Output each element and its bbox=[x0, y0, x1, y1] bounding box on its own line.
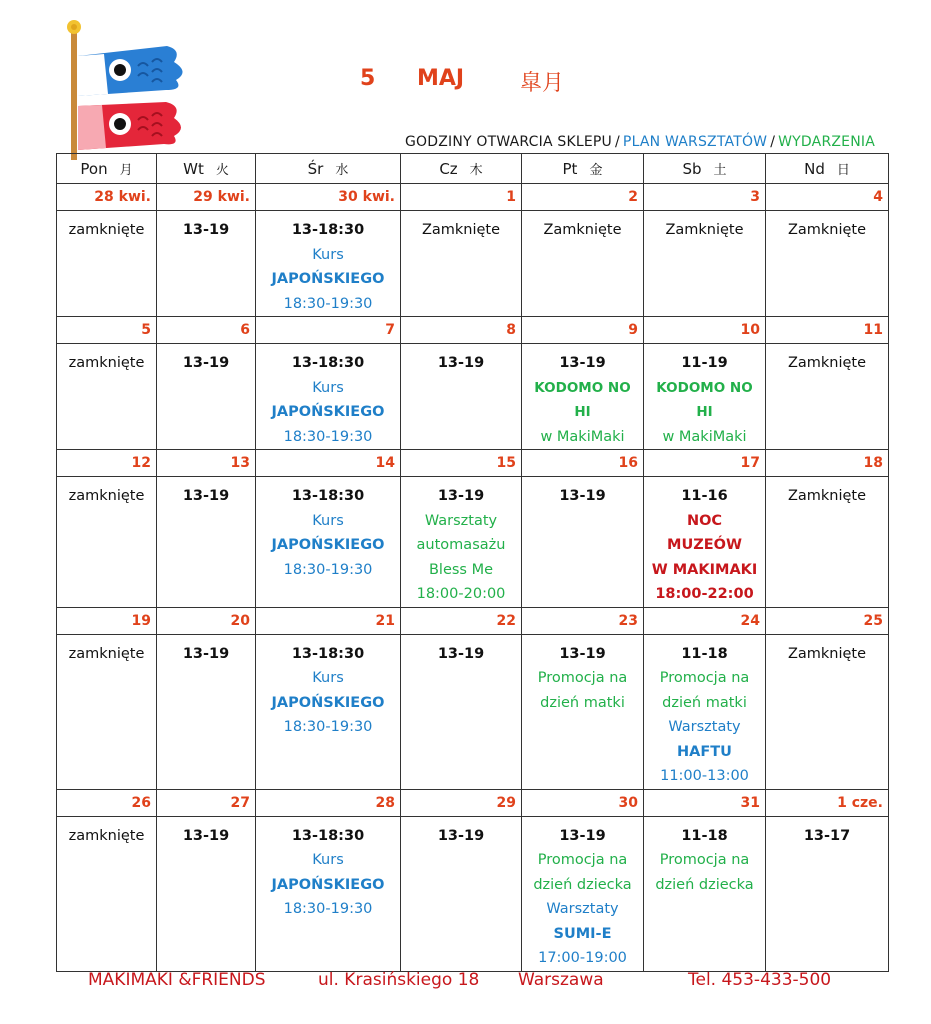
legend-hours: GODZINY OTWARCIA SKLEPU bbox=[404, 134, 612, 150]
weekday-label-jp: 金 bbox=[589, 163, 603, 178]
weekday-header bbox=[157, 154, 256, 184]
event-text: 18:30-19:30 bbox=[283, 561, 373, 578]
opening-hours: 13-19 bbox=[182, 827, 230, 844]
day-cell bbox=[401, 477, 522, 608]
opening-hours: 13-18:30 bbox=[291, 827, 365, 844]
event-text: JAPOŃSKIEGO bbox=[271, 271, 385, 287]
footer-phone: Tel. 453-433-500 bbox=[688, 970, 832, 990]
event-text: KODOMO NO bbox=[534, 379, 631, 396]
closed-label: Zamknięte bbox=[543, 222, 622, 238]
event-text: Warsztaty bbox=[424, 512, 498, 529]
date-number: 25 bbox=[766, 607, 889, 634]
weekday-label-jp: 水 bbox=[335, 163, 349, 178]
closed-label: zamknięte bbox=[68, 827, 145, 844]
closed-label: zamknięte bbox=[68, 355, 145, 371]
footer bbox=[0, 970, 931, 996]
day-cell bbox=[522, 477, 644, 608]
closed-label: Zamknięte bbox=[787, 645, 867, 662]
legend bbox=[405, 134, 875, 150]
date-number: 3 bbox=[644, 184, 766, 211]
day-cell bbox=[522, 634, 644, 789]
closed-label: zamknięte bbox=[68, 488, 145, 504]
day-cell bbox=[401, 816, 522, 971]
date-number: 11 bbox=[766, 317, 889, 344]
date-number: 28 bbox=[256, 789, 401, 816]
day-cell bbox=[157, 634, 256, 789]
legend-plan: PLAN WARSZTATÓW bbox=[622, 134, 768, 150]
date-number: 19 bbox=[57, 607, 157, 634]
event-text: Kurs bbox=[312, 852, 344, 868]
day-cell bbox=[256, 477, 401, 608]
event-text: automasażu bbox=[416, 537, 506, 553]
calendar-body bbox=[57, 184, 889, 972]
opening-hours: 13-19 bbox=[182, 645, 230, 662]
event-text: Promocja na bbox=[659, 852, 750, 868]
day-cell bbox=[644, 344, 766, 450]
event-text: JAPOŃSKIEGO bbox=[271, 537, 385, 553]
day-cell bbox=[401, 634, 522, 789]
date-row bbox=[57, 450, 889, 477]
opening-hours: 11-18 bbox=[681, 827, 728, 844]
date-row bbox=[57, 789, 889, 816]
day-cell bbox=[256, 211, 401, 317]
event-text: w MakiMaki bbox=[662, 428, 747, 445]
date-number: 13 bbox=[157, 450, 256, 477]
event-text: 18:30-19:30 bbox=[283, 901, 373, 917]
date-row bbox=[57, 184, 889, 211]
weekday-header bbox=[644, 154, 766, 184]
date-number: 26 bbox=[57, 789, 157, 816]
date-number: 23 bbox=[522, 607, 644, 634]
weekday-label: Pon bbox=[80, 160, 108, 178]
event-text: HI bbox=[696, 404, 713, 420]
day-cell bbox=[57, 634, 157, 789]
day-cell bbox=[644, 477, 766, 608]
week-row bbox=[57, 477, 889, 608]
opening-hours: 13-19 bbox=[437, 645, 485, 662]
event-text: 18:30-19:30 bbox=[283, 719, 373, 735]
day-cell bbox=[57, 477, 157, 608]
opening-hours: 13-19 bbox=[437, 488, 485, 504]
event-text: Warsztaty bbox=[546, 901, 619, 917]
weekday-header bbox=[522, 154, 644, 184]
date-number: 14 bbox=[256, 450, 401, 477]
opening-hours: 11-19 bbox=[681, 355, 728, 371]
opening-hours: 13-19 bbox=[559, 488, 606, 504]
event-text: dzień matki bbox=[540, 694, 625, 711]
date-number: 4 bbox=[766, 184, 889, 211]
event-text: 18:30-19:30 bbox=[283, 295, 373, 312]
event-text: Kurs bbox=[312, 246, 344, 263]
date-number: 28 kwi. bbox=[57, 184, 157, 211]
footer-shop-name: MAKIMAKI &FRIENDS bbox=[88, 970, 266, 990]
opening-hours: 11-18 bbox=[681, 645, 728, 662]
opening-hours: 13-19 bbox=[182, 222, 230, 238]
opening-hours: 13-19 bbox=[182, 488, 230, 504]
opening-hours: 13-19 bbox=[559, 645, 606, 662]
date-number: 24 bbox=[644, 607, 766, 634]
date-row bbox=[57, 607, 889, 634]
event-text: Warsztaty bbox=[668, 719, 741, 735]
weekday-header bbox=[57, 154, 157, 184]
closed-label: zamknięte bbox=[68, 222, 145, 238]
closed-label: Zamknięte bbox=[787, 222, 867, 238]
opening-hours: 13-17 bbox=[803, 827, 851, 844]
day-cell bbox=[522, 211, 644, 317]
weekday-label: Cz bbox=[439, 160, 458, 178]
date-number: 17 bbox=[644, 450, 766, 477]
day-cell bbox=[522, 344, 644, 450]
day-cell bbox=[644, 211, 766, 317]
event-text: MUZEÓW bbox=[667, 537, 742, 553]
date-number: 27 bbox=[157, 789, 256, 816]
event-text: Kurs bbox=[312, 379, 344, 396]
day-cell bbox=[57, 816, 157, 971]
day-cell bbox=[644, 816, 766, 971]
date-row bbox=[57, 317, 889, 344]
title-month-jp: 皐月 bbox=[520, 71, 565, 96]
date-number: 22 bbox=[401, 607, 522, 634]
date-number: 7 bbox=[256, 317, 401, 344]
weekday-label-jp: 木 bbox=[469, 163, 483, 178]
week-row bbox=[57, 211, 889, 317]
weekday-label: Nd bbox=[804, 160, 825, 178]
weekday-header bbox=[256, 154, 401, 184]
date-number: 2 bbox=[522, 184, 644, 211]
event-text: SUMI-E bbox=[553, 925, 612, 942]
date-number: 15 bbox=[401, 450, 522, 477]
day-cell bbox=[157, 816, 256, 971]
event-text: Kurs bbox=[312, 670, 344, 686]
day-cell bbox=[157, 211, 256, 317]
day-cell bbox=[766, 634, 889, 789]
event-text: JAPOŃSKIEGO bbox=[271, 694, 385, 711]
event-text: 11:00-13:00 bbox=[660, 768, 749, 784]
event-text: KODOMO NO bbox=[656, 379, 753, 396]
date-number: 1 cze. bbox=[766, 789, 889, 816]
event-text: Promocja na bbox=[659, 670, 750, 686]
event-text: 18:00-20:00 bbox=[416, 586, 506, 602]
weekday-label: Pt bbox=[562, 160, 578, 178]
date-number: 20 bbox=[157, 607, 256, 634]
weekday-label-jp: 土 bbox=[713, 163, 727, 178]
weekday-label-jp: 月 bbox=[119, 163, 133, 178]
legend-separator: / bbox=[770, 134, 776, 150]
opening-hours: 13-18:30 bbox=[291, 645, 365, 662]
date-number: 31 bbox=[644, 789, 766, 816]
date-number: 21 bbox=[256, 607, 401, 634]
day-cell bbox=[766, 211, 889, 317]
opening-hours: 13-19 bbox=[559, 827, 606, 844]
date-number: 9 bbox=[522, 317, 644, 344]
koinobori-icon bbox=[62, 18, 202, 163]
date-number: 5 bbox=[57, 317, 157, 344]
event-text: dzień matki bbox=[662, 694, 747, 711]
date-number: 30 bbox=[522, 789, 644, 816]
day-cell bbox=[644, 634, 766, 789]
title-month: MAJ bbox=[417, 66, 465, 91]
date-number: 29 bbox=[401, 789, 522, 816]
weekday-label: Wt bbox=[183, 160, 204, 178]
event-text: Promocja na bbox=[537, 852, 628, 868]
event-text: 18:00-22:00 bbox=[655, 586, 754, 602]
weekday-label-jp: 火 bbox=[215, 163, 229, 178]
event-text: dzień dziecka bbox=[533, 876, 632, 893]
day-cell bbox=[57, 211, 157, 317]
weekday-header bbox=[766, 154, 889, 184]
week-row bbox=[57, 634, 889, 789]
event-text: HI bbox=[574, 404, 591, 420]
legend-events: WYDARZENIA bbox=[778, 134, 875, 150]
closed-label: Zamknięte bbox=[665, 222, 744, 238]
date-number: 8 bbox=[401, 317, 522, 344]
date-number: 1 bbox=[401, 184, 522, 211]
day-cell bbox=[401, 211, 522, 317]
day-cell bbox=[766, 344, 889, 450]
event-text: Promocja na bbox=[537, 670, 628, 686]
weekday-label: Sb bbox=[682, 160, 702, 178]
opening-hours: 13-18:30 bbox=[291, 488, 365, 504]
date-number: 16 bbox=[522, 450, 644, 477]
event-text: JAPOŃSKIEGO bbox=[271, 876, 385, 893]
weekday-header bbox=[401, 154, 522, 184]
legend-separator: / bbox=[615, 134, 620, 150]
event-text: w MakiMaki bbox=[540, 428, 625, 445]
date-number: 30 kwi. bbox=[256, 184, 401, 211]
week-row bbox=[57, 816, 889, 971]
day-cell bbox=[256, 344, 401, 450]
date-number: 29 kwi. bbox=[157, 184, 256, 211]
opening-hours: 13-18:30 bbox=[291, 355, 365, 371]
event-text: NOC bbox=[686, 512, 723, 529]
event-text: Bless Me bbox=[428, 561, 494, 578]
footer-city: Warszawa bbox=[518, 970, 604, 990]
event-text: JAPOŃSKIEGO bbox=[271, 404, 385, 420]
weekday-label: Śr bbox=[307, 160, 324, 178]
date-number: 6 bbox=[157, 317, 256, 344]
event-text: W MAKIMAKI bbox=[651, 561, 758, 578]
closed-label: zamknięte bbox=[68, 645, 145, 662]
event-text: 17:00-19:00 bbox=[538, 950, 627, 966]
opening-hours: 13-19 bbox=[437, 355, 485, 371]
day-cell bbox=[401, 344, 522, 450]
calendar-table bbox=[56, 153, 889, 972]
event-text: dzień dziecka bbox=[655, 876, 754, 893]
date-number: 10 bbox=[644, 317, 766, 344]
opening-hours: 13-19 bbox=[437, 827, 485, 844]
day-cell bbox=[522, 816, 644, 971]
day-cell bbox=[766, 816, 889, 971]
weekday-header-row bbox=[57, 154, 889, 184]
opening-hours: 13-19 bbox=[559, 355, 606, 371]
day-cell bbox=[157, 477, 256, 608]
week-row bbox=[57, 344, 889, 450]
footer-street: ul. Krasińskiego 18 bbox=[318, 970, 480, 990]
event-text: HAFTU bbox=[677, 743, 732, 760]
day-cell bbox=[766, 477, 889, 608]
event-text: 18:30-19:30 bbox=[283, 428, 373, 445]
title-number: 5 bbox=[360, 66, 376, 91]
day-cell bbox=[256, 634, 401, 789]
weekday-label-jp: 日 bbox=[836, 163, 850, 178]
opening-hours: 13-19 bbox=[182, 355, 230, 371]
date-number: 12 bbox=[57, 450, 157, 477]
day-cell bbox=[57, 344, 157, 450]
closed-label: Zamknięte bbox=[787, 355, 867, 371]
page-title bbox=[300, 66, 640, 102]
event-text: Kurs bbox=[312, 512, 344, 529]
day-cell bbox=[157, 344, 256, 450]
closed-label: Zamknięte bbox=[421, 222, 501, 238]
opening-hours: 11-16 bbox=[681, 488, 728, 504]
date-number: 18 bbox=[766, 450, 889, 477]
opening-hours: 13-18:30 bbox=[291, 222, 365, 238]
closed-label: Zamknięte bbox=[787, 488, 867, 504]
day-cell bbox=[256, 816, 401, 971]
